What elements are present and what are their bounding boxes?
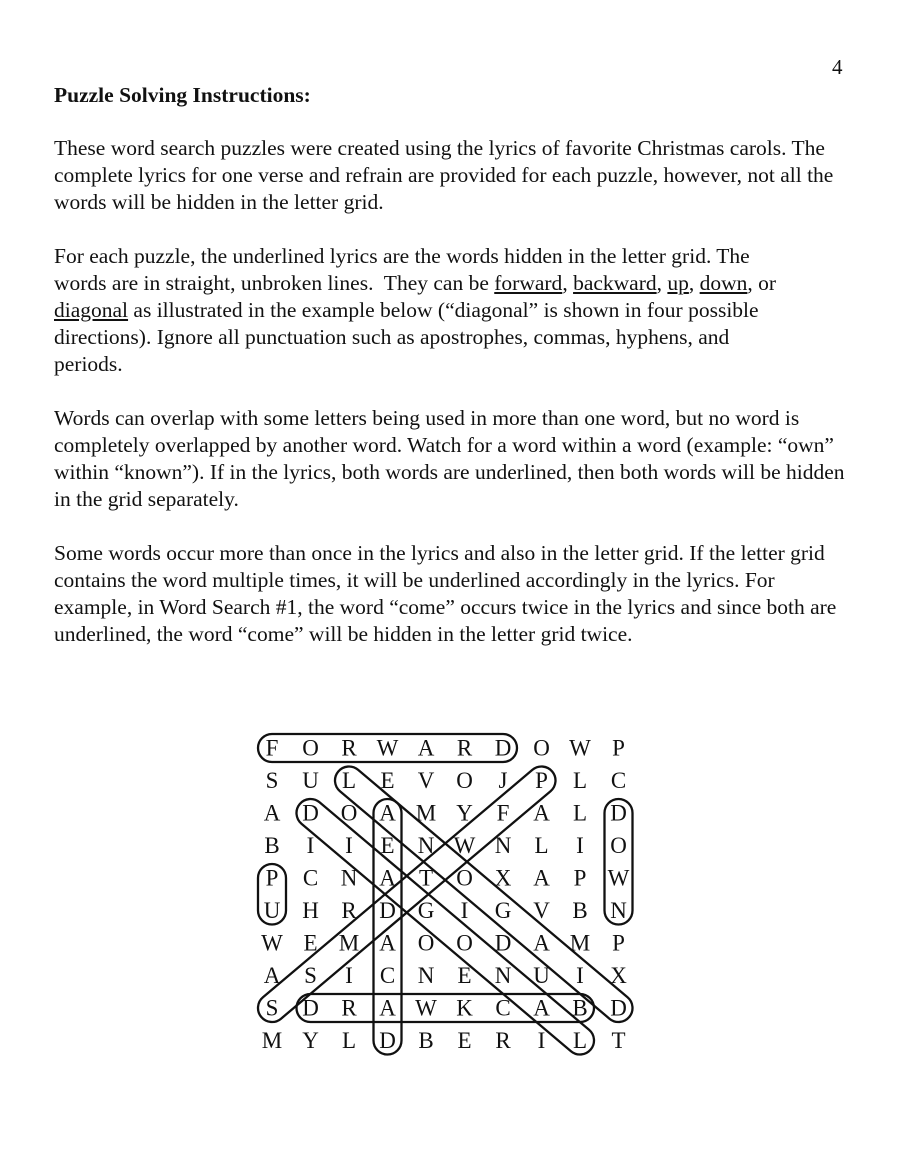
intro-paragraph: These word search puzzles were created using the lyrics of favorite Christmas carols. The complete lyrics for one verse and refrain are provided for each puzzle, however, not all the words will be hidden in the letter grid. [54,136,834,214]
grid-letter: Y [302,1028,319,1053]
grid-letter: A [379,930,396,956]
grid-letter: N [494,963,512,988]
grid-letter: E [380,833,395,858]
example-word-backward: backward [573,271,657,295]
grid-letter: L [572,768,588,793]
grid-letter: D [610,800,627,826]
grid-letter: O [533,735,550,761]
grid-letter: R [341,735,357,761]
grid-letter: A [263,800,281,826]
grid-letter: O [456,768,473,793]
grid-letter: G [417,898,435,923]
grid-letter: O [340,800,358,826]
found-word-outline-diagonal [291,793,600,1060]
grid-letter: N [494,833,512,858]
grid-letter: F [496,800,510,826]
grid-letter: E [457,1028,472,1053]
grid-letter: V [533,898,550,923]
grid-letter: M [569,930,591,956]
grid-letter: T [611,1028,626,1053]
grid-letter: D [379,898,396,923]
found-word-outline-diagonal [329,761,638,1028]
grid-letter: I [460,898,469,923]
grid-letter: B [572,898,588,923]
grid-letter: I [576,963,584,988]
grid-letter: D [494,735,512,761]
grid-letter: D [302,800,319,826]
directions-paragraph: For each puzzle, the underlined lyrics are the words hidden in the letter grid. The words are in straight, unbroken lines. They can be forward, backward, up, down, or diagonal as illustrated in the example below (“diagonal” is shown in four possible directions). Ignore all punctuation such as apostrophes, commas, hyphens, and periods. [54,244,777,376]
grid-letter: N [417,833,435,858]
grid-letter: O [610,833,627,858]
found-word-outline-diagonal [252,761,561,1028]
grid-letter: U [533,963,550,988]
grid-letter: A [379,800,396,826]
example-word-up: up [667,271,689,295]
grid-letter: N [417,963,435,988]
grid-letter: P [573,865,587,891]
grid-letter: H [302,898,319,923]
grid-letter: B [264,833,280,858]
grid-letter: W [569,735,591,761]
grid-letter: C [379,963,396,988]
grid-letter: D [379,1028,396,1053]
grid-letter: I [345,833,353,858]
grid-letter: C [495,995,511,1021]
grid-letter: B [572,995,588,1021]
grid-letter: P [612,930,625,956]
grid-letter: L [572,800,588,826]
grid-letter: B [418,1028,434,1053]
grid-letter: A [379,995,396,1021]
grid-letter: A [379,865,396,891]
grid-letter: A [533,800,550,826]
grid-letter: U [263,898,281,923]
grid-letter: J [498,768,508,793]
grid-letter: E [380,768,395,793]
grid-letter: W [261,930,283,956]
example-word-forward: forward [494,271,563,295]
grid-letter: R [495,1028,511,1053]
grid-letter: P [535,768,548,793]
grid-letter: L [341,1028,357,1053]
grid-letter: V [417,768,435,793]
grid-letter: A [263,963,281,988]
grid-letter: G [494,898,512,923]
grid-letter: I [537,1028,546,1053]
grid-letter: N [340,865,358,891]
grid-letter: M [261,1028,283,1053]
example-word-down: down [699,271,748,295]
grid-letter: S [265,995,279,1021]
grid-letter: O [417,930,435,956]
grid-letter: K [456,995,473,1021]
grid-letter: C [302,865,319,891]
grid-letter: W [376,735,399,761]
page-title: Puzzle Solving Instructions: [54,83,311,107]
grid-letter: X [610,963,627,988]
grid-letter: I [345,963,353,988]
grid-letter: R [341,995,357,1021]
word-search-example [252,730,642,1075]
grid-letter: L [341,768,357,793]
grid-letter: N [610,898,627,923]
overlap-paragraph: Words can overlap with some letters being used in more than one word, but no word is completely overlapped by another word. Watch for a word within a word (example: “own” within “known”). If in the lyrics, both words are underlined, then both words will be hidden in the grid separately. [54,406,845,511]
grid-letter: M [415,800,437,826]
grid-letter: T [418,865,434,891]
grid-letter: D [610,995,627,1021]
grid-letter: O [456,930,473,956]
example-word-diagonal: diagonal [54,298,129,322]
grid-letter: M [338,930,360,956]
grid-letter: R [456,735,473,761]
grid-letter: E [303,930,318,956]
grid-letter: I [576,833,584,858]
grid-letter: R [341,898,357,923]
grid-letter: A [533,995,550,1021]
grid-letter: X [494,865,512,891]
grid-letter: U [302,768,319,793]
grid-letter: P [612,735,625,761]
grid-letter: I [306,833,315,858]
grid-letter: Y [456,800,473,826]
grid-letter: D [494,930,512,956]
grid-letter: A [533,865,550,891]
grid-letter: F [265,735,279,761]
grid-letter: W [453,833,476,858]
repeat-paragraph: Some words occur more than once in the lyrics and also in the letter grid. If the letter grid contains the word multiple times, it will be underlined accordingly in the lyrics. For example, in Word Search #1, the word “come” occurs twice in the lyrics and since both are underlined, the word “come” will be hidden in the letter grid twice. [54,541,837,646]
grid-letter: E [457,963,472,988]
grid-letter: L [534,833,549,858]
grid-letter: O [456,865,473,891]
grid-letter: C [610,768,627,793]
grid-letter: W [415,995,437,1021]
grid-letter: S [304,963,317,988]
grid-letter: A [417,735,435,761]
grid-letter: L [572,1028,588,1053]
grid-letter: D [302,995,319,1021]
grid-letter: S [265,768,279,793]
page-number: 4 [832,55,843,79]
grid-letter: A [533,930,550,956]
grid-letter: O [302,735,319,761]
grid-letter: W [607,865,630,891]
grid-letter: P [265,865,279,891]
